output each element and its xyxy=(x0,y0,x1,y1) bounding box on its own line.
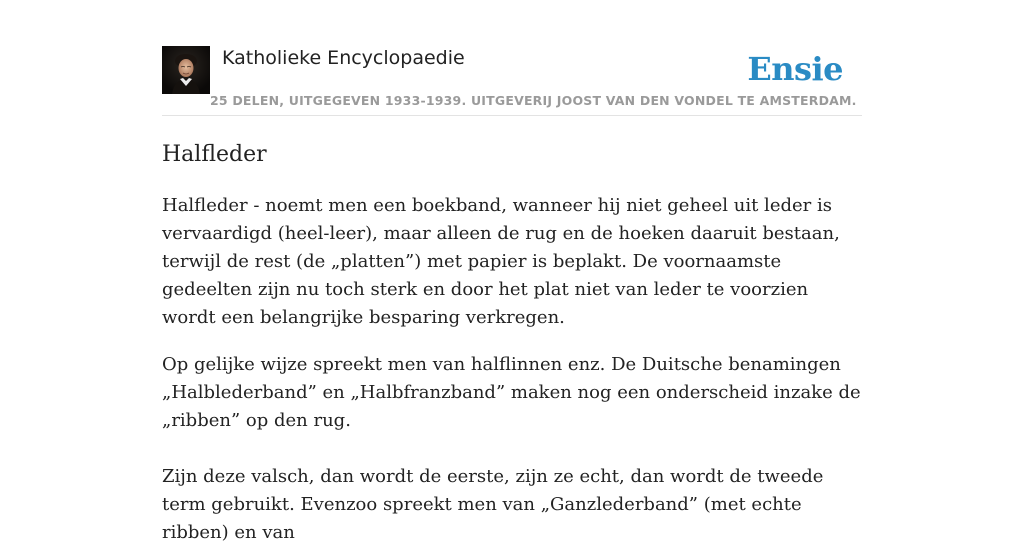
site-title[interactable]: Katholieke Encyclopaedie xyxy=(222,47,465,69)
avatar[interactable] xyxy=(162,46,210,94)
brand-logo[interactable]: Ensie xyxy=(747,50,843,88)
header xyxy=(162,0,862,116)
article-paragraph: Halfleder - noemt men een boekband, wanneer hij niet geheel uit leder is vervaardigd (heel-leer), maar alleen de rug en de hoeken daaruit bestaan, terwijl de rest (de „platten”) met papier is beplakt. De voornaamste gedeelten zijn nu toch sterk en door het plat niet van leder te voorzien wordt een belangrijke besparing verkregen. xyxy=(162,195,840,328)
portrait-icon xyxy=(162,46,210,94)
article xyxy=(162,140,862,547)
article-paragraph: Zijn deze valsch, dan wordt de eerste, zijn ze echt, dan wordt de tweede term gebruikt. Evenzoo spreekt men van „Ganzlederband” (met echte ribben) en van xyxy=(162,466,824,543)
article-title: Halfleder xyxy=(162,142,267,167)
article-paragraph: Op gelijke wijze spreekt men van halflinnen enz. De Duitsche benamingen „Halblederband” en „Halbfranzband” maken nog een onderscheid inzake de „ribben” op den rug. xyxy=(162,354,861,431)
site-subtitle: 25 DELEN, UITGEGEVEN 1933-1939. UITGEVERIJ JOOST VAN DEN VONDEL TE AMSTERDAM. xyxy=(210,93,857,108)
